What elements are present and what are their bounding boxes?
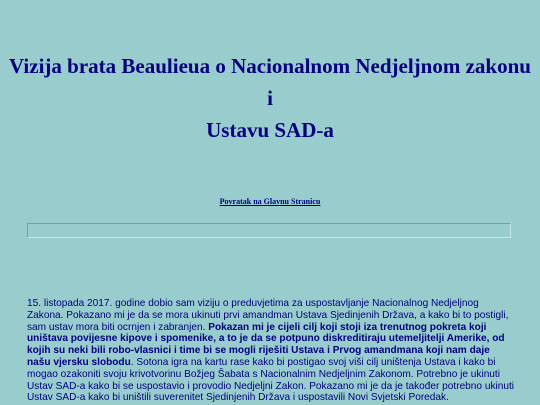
page-title-line-1: Vizija brata Beaulieua o Nacionalnom Nedjeljnom zakonu [9,54,531,78]
horizontal-divider [27,223,511,238]
back-to-main-page-link[interactable]: Povratak na Glavnu Stranicu [219,197,321,206]
article-intro-text: 15. listopada 2017. godine dobio sam viziju o preduvjetima za uspostavljanje Nacionalnog Nedjeljnog Zakona. Pokazano mi je da se mora ukinuti prvi amandman Ustava Sjedinjenih Država, a kako bi to postigli, sam ustav mora biti ocrnjen i zabranjen. [27,298,509,333]
article-rest-text: . Sotona igra na kartu rase kako bi postigao svoj viši cilj uništenja Ustava i kako bi mogao ozakoniti svoju krivotvorinu Božjeg Šabata s Nacionalnim Nedjeljnim Zakonom. Potrebno je ukinuti Ustav SAD-a kako bi se uspostavio i provodio Nedjeljni Zakon. Pokazano mi je da je također potrebno ukinuti Ustav SAD-a kako bi uništili suverenitet Sjedinjenih Država i uspostavili Novi Svjetski Poredak. [27,356,515,404]
page-title-line-2: i [267,86,273,110]
page-title-line-3: Ustavu SAD-a [206,118,334,142]
article-bold-text: Pokazan mi je cijeli cilj koji stoji iza trenutnog pokreta koji uništava povijesne kipove i spomenike, a to je da se potpuno diskreditiraju utemeljitelji Amerike, od kojih su neki bili robo-vlasnici i time bi se mogli riješiti Ustava i Prvog amandmana koji nam daje našu vjersku slobodu [27,321,505,368]
article-paragraph [27,298,515,404]
page-title [0,50,540,146]
back-link-container [0,197,540,206]
